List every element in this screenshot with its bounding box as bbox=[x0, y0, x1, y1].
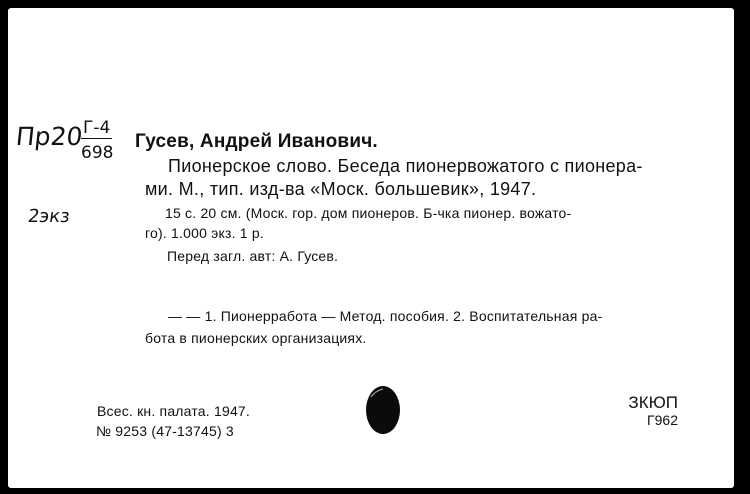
author-heading: Гусев, Андрей Иванович. bbox=[135, 131, 378, 152]
subject-line-1: — — 1. Пионерработа — Метод. пособия. 2. Воспитательная ра- bbox=[168, 308, 603, 324]
description-line-2: го). 1.000 экз. 1 р. bbox=[145, 225, 264, 241]
description-line-3: Перед загл. авт: А. Гусев. bbox=[167, 248, 339, 264]
description-line-1: 15 с. 20 см. (Моск. гор. дом пионеров. Б-чка пионер. вожато- bbox=[165, 205, 572, 221]
registration-number: № 9253 (47-13745) 3 bbox=[96, 423, 234, 439]
subject-line-2: бота в пионерских организациях. bbox=[145, 330, 367, 346]
author-mark: Г962 bbox=[647, 412, 678, 428]
title-line-2: ми. М., тип. изд-ва «Моск. большевик», 1947. bbox=[145, 179, 537, 199]
handwritten-shelf-mark: Пр20 bbox=[14, 122, 85, 151]
handwritten-copies: 2экз bbox=[26, 206, 72, 227]
handwritten-shelf-mark-sub: 698 bbox=[81, 143, 114, 163]
catalog-card bbox=[8, 8, 734, 488]
publisher-note: Всес. кн. палата. 1947. bbox=[97, 403, 251, 419]
title-line-1: Пионерское слово. Беседа пионервожатого с пионера- bbox=[168, 156, 643, 176]
handwritten-shelf-mark-sup: Г-4 bbox=[83, 118, 111, 138]
card-punch-hole bbox=[361, 383, 405, 437]
classification-code: ЗКЮП bbox=[628, 393, 678, 412]
